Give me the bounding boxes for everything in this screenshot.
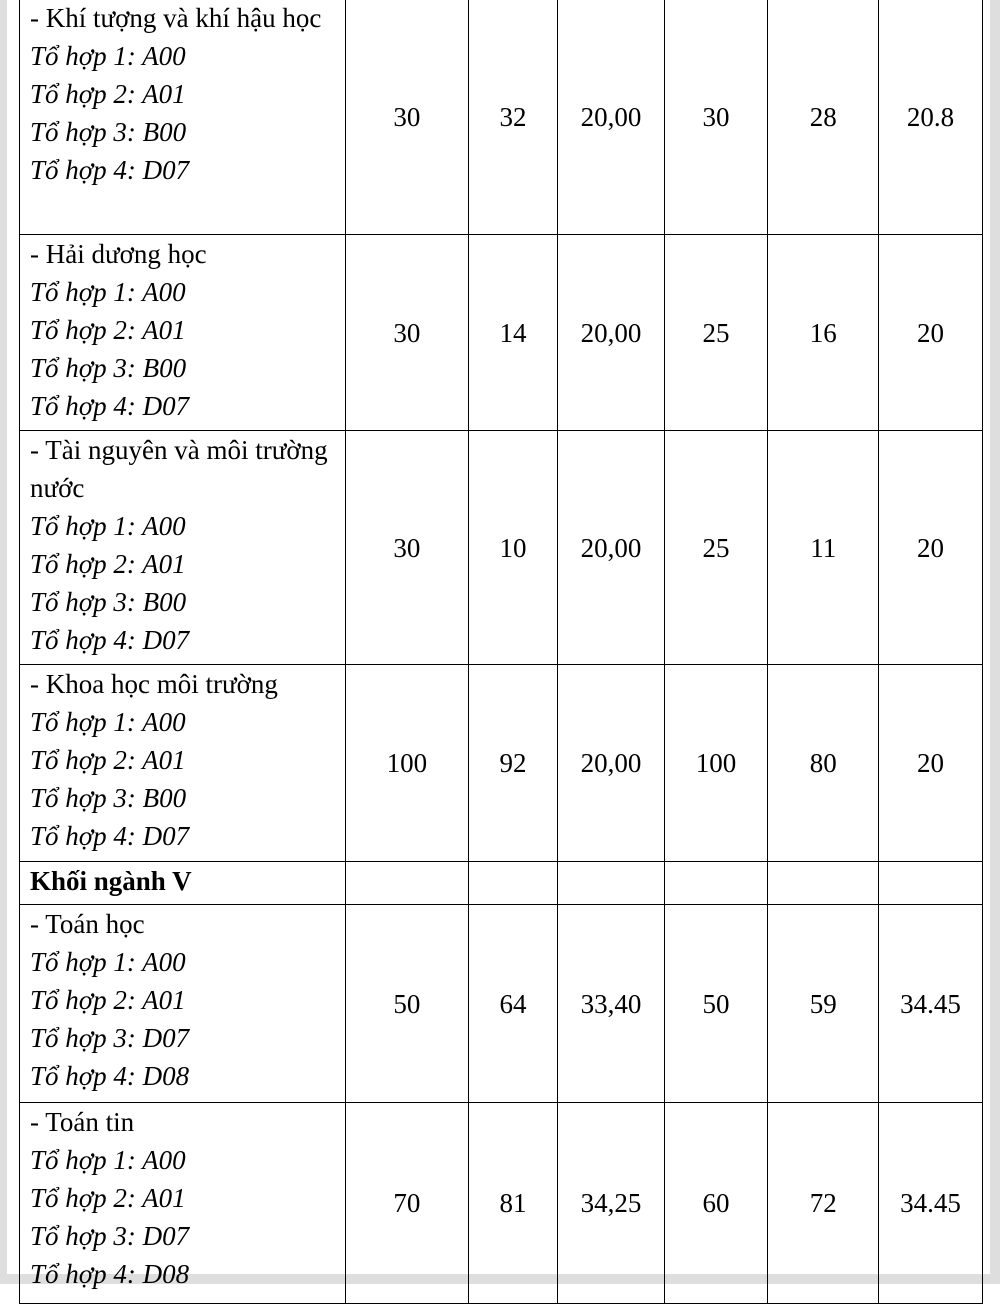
empty-cell — [346, 862, 469, 905]
value-cell: 34,25 — [558, 1103, 664, 1304]
combo-3: Tổ hợp 3: B00 — [30, 353, 187, 383]
major-name: - Toán học — [30, 909, 145, 939]
value-cell: 30 — [346, 0, 469, 235]
major-name: - Hải dương học — [30, 239, 207, 269]
combo-1: Tổ hợp 1: A00 — [30, 1145, 186, 1175]
major-cell — [20, 0, 346, 235]
combo-2: Tổ hợp 2: A01 — [30, 549, 186, 579]
combo-4: Tổ hợp 4: D08 — [30, 1061, 190, 1091]
empty-cell — [468, 862, 558, 905]
value-cell: 20 — [878, 235, 982, 431]
value-cell: 20.8 — [878, 0, 982, 235]
value-cell: 10 — [468, 431, 558, 665]
combo-1: Tổ hợp 1: A00 — [30, 277, 186, 307]
value-cell: 16 — [768, 235, 879, 431]
combo-1: Tổ hợp 1: A00 — [30, 511, 186, 541]
value-cell: 30 — [346, 431, 469, 665]
combo-2: Tổ hợp 2: A01 — [30, 315, 186, 345]
value-cell: 20,00 — [558, 0, 664, 235]
table-row — [20, 431, 983, 665]
right-frame-edge — [990, 0, 1000, 1284]
combo-2: Tổ hợp 2: A01 — [30, 79, 186, 109]
value-cell: 50 — [346, 905, 469, 1103]
empty-cell — [878, 862, 982, 905]
value-cell: 100 — [346, 665, 469, 862]
major-cell — [20, 1103, 346, 1304]
major-cell — [20, 905, 346, 1103]
value-cell: 14 — [468, 235, 558, 431]
combo-2: Tổ hợp 2: A01 — [30, 745, 186, 775]
value-cell: 92 — [468, 665, 558, 862]
combo-3: Tổ hợp 3: B00 — [30, 783, 187, 813]
left-frame-edge — [0, 0, 7, 1284]
combo-4: Tổ hợp 4: D07 — [30, 625, 190, 655]
table-row — [20, 1103, 983, 1304]
value-cell: 20,00 — [558, 235, 664, 431]
empty-cell — [664, 862, 768, 905]
value-cell: 100 — [664, 665, 768, 862]
value-cell: 11 — [768, 431, 879, 665]
empty-cell — [768, 862, 879, 905]
combo-3: Tổ hợp 3: B00 — [30, 117, 187, 147]
value-cell: 34.45 — [878, 905, 982, 1103]
combo-2: Tổ hợp 2: A01 — [30, 985, 186, 1015]
combo-3: Tổ hợp 3: B00 — [30, 587, 187, 617]
group-heading: Khối ngành V — [20, 862, 346, 905]
value-cell: 80 — [768, 665, 879, 862]
major-name: - Toán tin — [30, 1107, 135, 1137]
table-row — [20, 235, 983, 431]
combo-3: Tổ hợp 3: D07 — [30, 1221, 190, 1251]
value-cell: 64 — [468, 905, 558, 1103]
combo-1: Tổ hợp 1: A00 — [30, 947, 186, 977]
combo-4: Tổ hợp 4: D07 — [30, 821, 190, 851]
value-cell: 70 — [346, 1103, 469, 1304]
value-cell: 20 — [878, 665, 982, 862]
value-cell: 25 — [664, 235, 768, 431]
major-name: - Khoa học môi trường — [30, 669, 278, 699]
table-row — [20, 665, 983, 862]
value-cell: 20,00 — [558, 431, 664, 665]
table-row — [20, 0, 983, 235]
combo-1: Tổ hợp 1: A00 — [30, 707, 186, 737]
value-cell: 30 — [664, 0, 768, 235]
major-cell — [20, 665, 346, 862]
value-cell: 28 — [768, 0, 879, 235]
value-cell: 72 — [768, 1103, 879, 1304]
value-cell: 34.45 — [878, 1103, 982, 1304]
combo-4: Tổ hợp 4: D08 — [30, 1259, 190, 1289]
empty-cell — [558, 862, 664, 905]
value-cell: 59 — [768, 905, 879, 1103]
value-cell: 32 — [468, 0, 558, 235]
value-cell: 20,00 — [558, 665, 664, 862]
combo-4: Tổ hợp 4: D07 — [30, 155, 190, 185]
value-cell: 30 — [346, 235, 469, 431]
combo-4: Tổ hợp 4: D07 — [30, 391, 190, 421]
combo-3: Tổ hợp 3: D07 — [30, 1023, 190, 1053]
value-cell: 25 — [664, 431, 768, 665]
value-cell: 60 — [664, 1103, 768, 1304]
combo-2: Tổ hợp 2: A01 — [30, 1183, 186, 1213]
group-row — [20, 862, 983, 905]
major-name: - Tài nguyên và môi trường nước — [30, 435, 328, 503]
value-cell: 33,40 — [558, 905, 664, 1103]
value-cell: 81 — [468, 1103, 558, 1304]
value-cell: 20 — [878, 431, 982, 665]
major-cell — [20, 235, 346, 431]
combo-1: Tổ hợp 1: A00 — [30, 41, 186, 71]
admission-table — [19, 0, 983, 1304]
major-cell — [20, 431, 346, 665]
table-row — [20, 905, 983, 1103]
value-cell: 50 — [664, 905, 768, 1103]
major-name: - Khí tượng và khí hậu học — [30, 3, 322, 33]
